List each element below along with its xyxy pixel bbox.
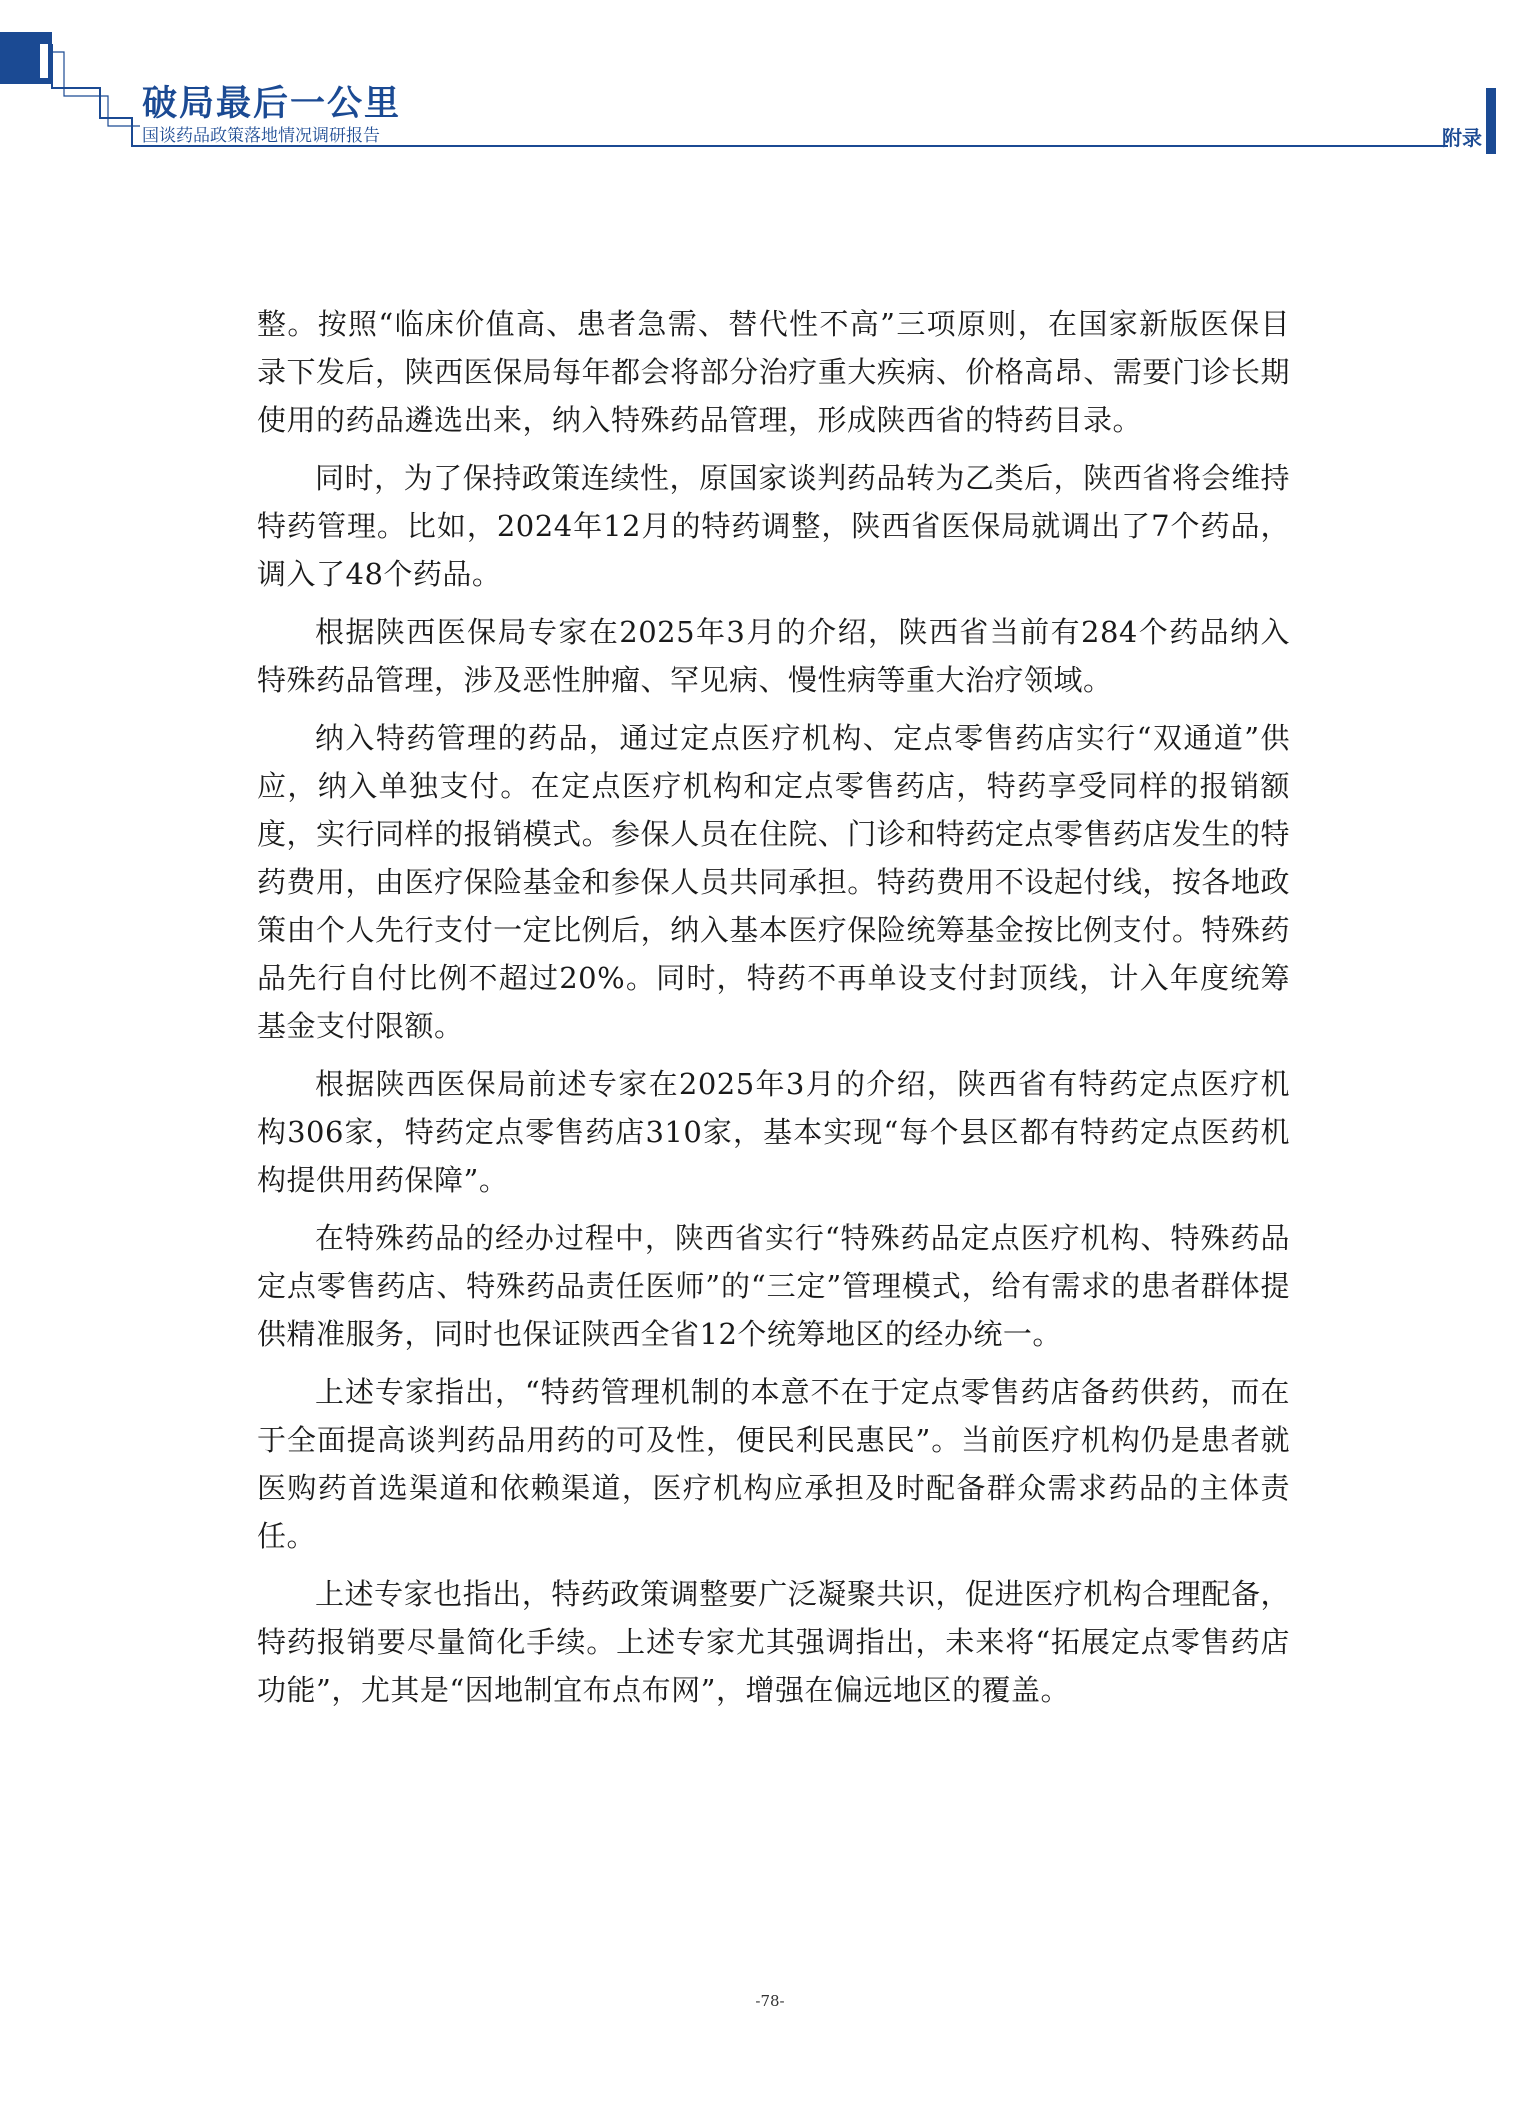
section-tag-bar	[1486, 88, 1496, 154]
paragraph: 纳入特药管理的药品，通过定点医疗机构、定点零售药店实行“双通道”供应，纳入单独支付。在定点医疗机构和定点零售药店，特药享受同样的报销额度，实行同样的报销模式。参保人员在住院、门诊和特药定点零售药店发生的特药费用，由医疗保险基金和参保人员共同承担。特药费用不设起付线，按各地政策由个人先行支付一定比例后，纳入基本医疗保险统筹基金按比例支付。特殊药品先行自付比例不超过20%。同时，特药不再单设支付封顶线，计入年度统筹基金支付限额。	[257, 721, 1290, 1043]
report-subtitle: 国谈药品政策落地情况调研报告	[142, 126, 380, 146]
section-tag: 附录	[1442, 126, 1482, 150]
paragraph: 同时，为了保持政策连续性，原国家谈判药品转为乙类后，陕西省将会维持特药管理。比如，2024年12月的特药调整，陕西省医保局就调出了7个药品，调入了48个药品。	[257, 461, 1290, 591]
paragraph: 根据陕西医保局前述专家在2025年3月的介绍，陕西省有特药定点医疗机构306家，特药定点零售药店310家，基本实现“每个县区都有特药定点医药机构提供用药保障”。	[257, 1067, 1290, 1197]
report-title: 破局最后一公里	[142, 84, 402, 124]
paragraph: 上述专家指出，“特药管理机制的本意不在于定点零售药店备药供药，而在于全面提高谈判药品用药的可及性，便民利民惠民”。当前医疗机构仍是患者就医购药首选渠道和依赖渠道，医疗机构应承担及时配备群众需求药品的主体责任。	[257, 1375, 1290, 1553]
paragraph: 根据陕西医保局专家在2025年3月的介绍，陕西省当前有284个药品纳入特殊药品管理，涉及恶性肿瘤、罕见病、慢性病等重大治疗领域。	[257, 615, 1290, 697]
page-number: -78-	[755, 1992, 785, 2010]
body-text	[257, 300, 1290, 1724]
paragraph: 上述专家也指出，特药政策调整要广泛凝聚共识，促进医疗机构合理配备，特药报销要尽量简化手续。上述专家尤其强调指出，未来将“拓展定点零售药店功能”，尤其是“因地制宜布点布网”，增强在偏远地区的覆盖。	[257, 1577, 1290, 1707]
paragraph: 整。按照“临床价值高、患者急需、替代性不高”三项原则，在国家新版医保目录下发后，陕西医保局每年都会将部分治疗重大疾病、价格高昂、需要门诊长期使用的药品遴选出来，纳入特殊药品管理，形成陕西省的特药目录。	[257, 307, 1290, 437]
paragraph: 在特殊药品的经办过程中，陕西省实行“特殊药品定点医疗机构、特殊药品定点零售药店、特殊药品责任医师”的“三定”管理模式，给有需求的患者群体提供精准服务，同时也保证陕西全省12个统筹地区的经办统一。	[257, 1221, 1290, 1351]
header-corner-notch	[40, 44, 48, 78]
